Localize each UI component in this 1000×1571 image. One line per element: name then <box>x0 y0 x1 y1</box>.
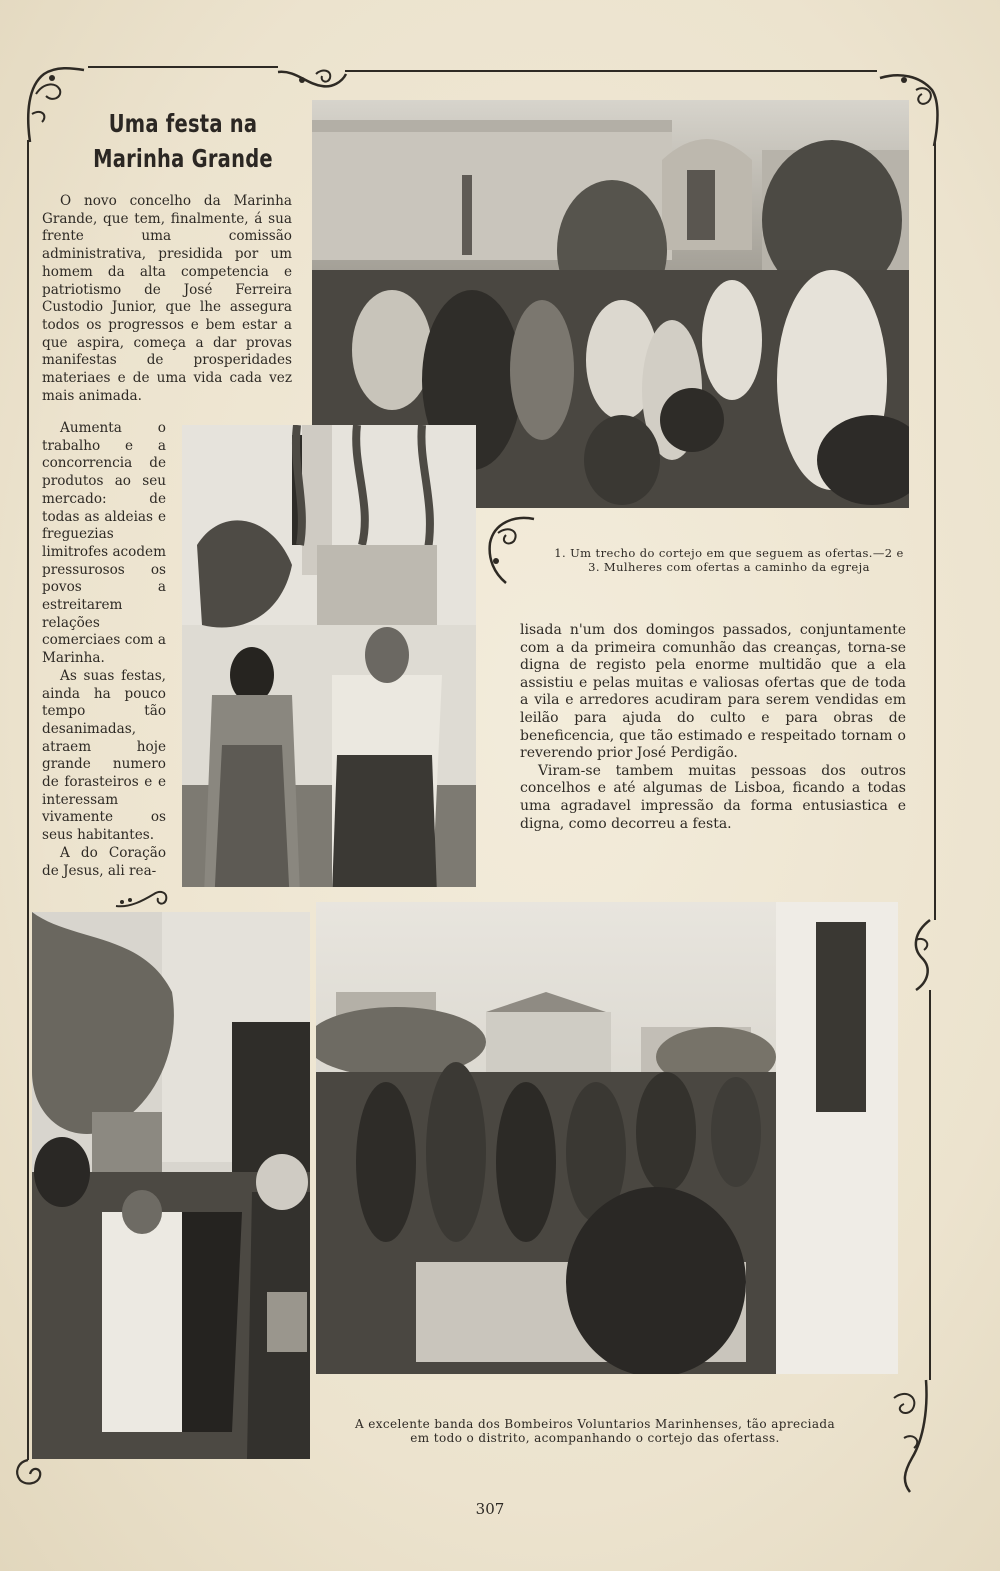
photo-firemen-band <box>316 902 898 1374</box>
paragraph: lisada n'um dos domingos passados, conjuntamente com a da primeira comunhão das creanças, torna-se digna de registo pela enorme multidão que a ela assistiu e pelas muitas e valiosas ofertas que de toda a vila e arredores acudiram para serem vendidas em leilão para ajuda do culto e para obras de beneficencia, que tão estimado e respeitado tornam o reverendo prior José Perdigão. <box>520 622 906 762</box>
ornament-mid-icon <box>484 513 538 585</box>
frame-right-rule <box>934 140 936 920</box>
page-number: 307 <box>475 1500 505 1518</box>
ornament-bottom-right-icon <box>884 1378 934 1494</box>
frame-right-rule-lower <box>929 990 931 1380</box>
paragraph: As suas festas, ainda ha pouco tempo tão desanimadas, atraem hoje grande numero de forasteiros e e interessam vivamente os seus habitantes. <box>42 667 166 844</box>
paragraph: Aumenta o trabalho e a concorrencia de produtos ao seu mercado: de todas as aldeias e freguezias limitrofes acodem pressurosos os povos a estreitarem relações comerciaes com a Marinha. <box>42 420 166 667</box>
caption-top: 1. Um trecho do cortejo em que seguem as ofertas.—2 e 3. Mulheres com ofertas a caminho da egreja <box>554 546 904 574</box>
article-text-left-narrow <box>42 420 166 880</box>
article-text-right-column <box>520 622 906 833</box>
ornament-top-left-icon <box>22 64 88 146</box>
article-title: Uma festa na Marinha Grande <box>93 109 273 173</box>
frame-top-left-rule <box>88 66 278 68</box>
ornament-right-middle-icon <box>906 918 938 992</box>
frame-top-rule <box>345 70 877 72</box>
paragraph: Viram-se tambem muitas pessoas dos outros concelhos e até algumas de Lisboa, ficando a todas uma agradavel impressão da forma entusiastica e digna, como decorreu a festa. <box>520 762 906 832</box>
ornament-top-mid-icon <box>276 66 348 96</box>
article-text-left-column <box>42 193 292 405</box>
paragraph: O novo concelho da Marinha Grande, que tem, finalmente, á sua frente uma comissão administrativa, presidida por um homem da alta competencia e patriotismo de José Ferreira Custodio Junior, que lhe assegura todos os progressos e bem estar a que aspira, começa a dar provas manifestas de prosperidades materiaes e de uma vida cada vez mais animada. <box>42 193 292 404</box>
photo-women-offerings <box>182 425 476 887</box>
ornament-bottom-left-icon <box>10 1456 50 1490</box>
caption-bottom: A excelente banda dos Bombeiros Voluntarios Marinhenses, tão apreciada em todo o distrito, acompanhando o cortejo das ofertass. <box>354 1417 836 1445</box>
photo-woman-basket <box>32 912 310 1459</box>
paragraph: A do Coração de Jesus, ali rea- <box>42 844 166 879</box>
ornament-small-left-icon <box>114 886 170 912</box>
frame-left-rule <box>27 140 29 1460</box>
